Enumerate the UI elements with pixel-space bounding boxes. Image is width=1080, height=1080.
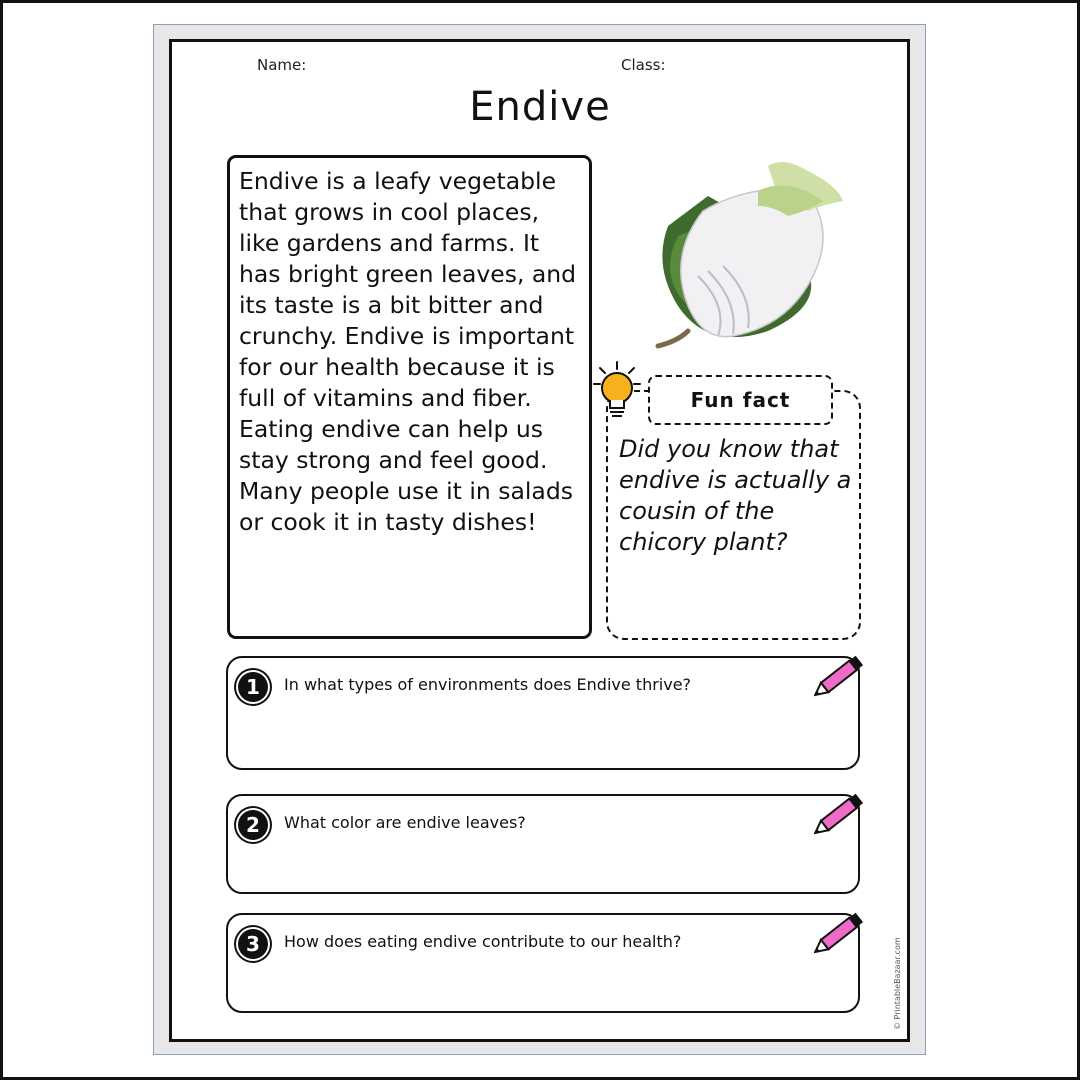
question-box-2[interactable] — [226, 794, 860, 894]
fun-fact-text: Did you know that endive is actually a cousin of the chicory plant? — [619, 435, 852, 556]
lightbulb-icon — [592, 360, 642, 424]
class-label: Class: — [621, 56, 666, 74]
question-text-3: How does eating endive contribute to our health? — [284, 932, 682, 951]
question-box-3[interactable] — [226, 913, 860, 1013]
question-text-2: What color are endive leaves? — [284, 813, 526, 832]
fun-fact-heading: Fun fact — [648, 375, 833, 425]
reading-passage: Endive is a leafy vegetable that grows in cool places, like gardens and farms. It has bright green leaves, and its taste is a bit bitter and crunchy. Endive is important for our health because it is full of vitamins and fiber. Eating endive can help us stay strong and feel good. Many people use it in salads or cook it in tasty dishes! — [227, 155, 592, 639]
question-text-1: In what types of environments does Endive thrive? — [284, 675, 692, 694]
question-number-1: 1 — [238, 672, 268, 702]
pencil-icon — [814, 650, 870, 698]
endive-image — [648, 156, 848, 352]
copyright-text: © PrintableBazaar.com — [893, 937, 902, 1030]
question-box-1[interactable] — [226, 656, 860, 770]
page-title: Endive — [469, 84, 611, 130]
name-label: Name: — [257, 56, 307, 74]
pencil-icon — [814, 788, 870, 836]
question-number-3: 3 — [238, 929, 268, 959]
question-number-2: 2 — [238, 810, 268, 840]
pencil-icon — [814, 907, 870, 955]
